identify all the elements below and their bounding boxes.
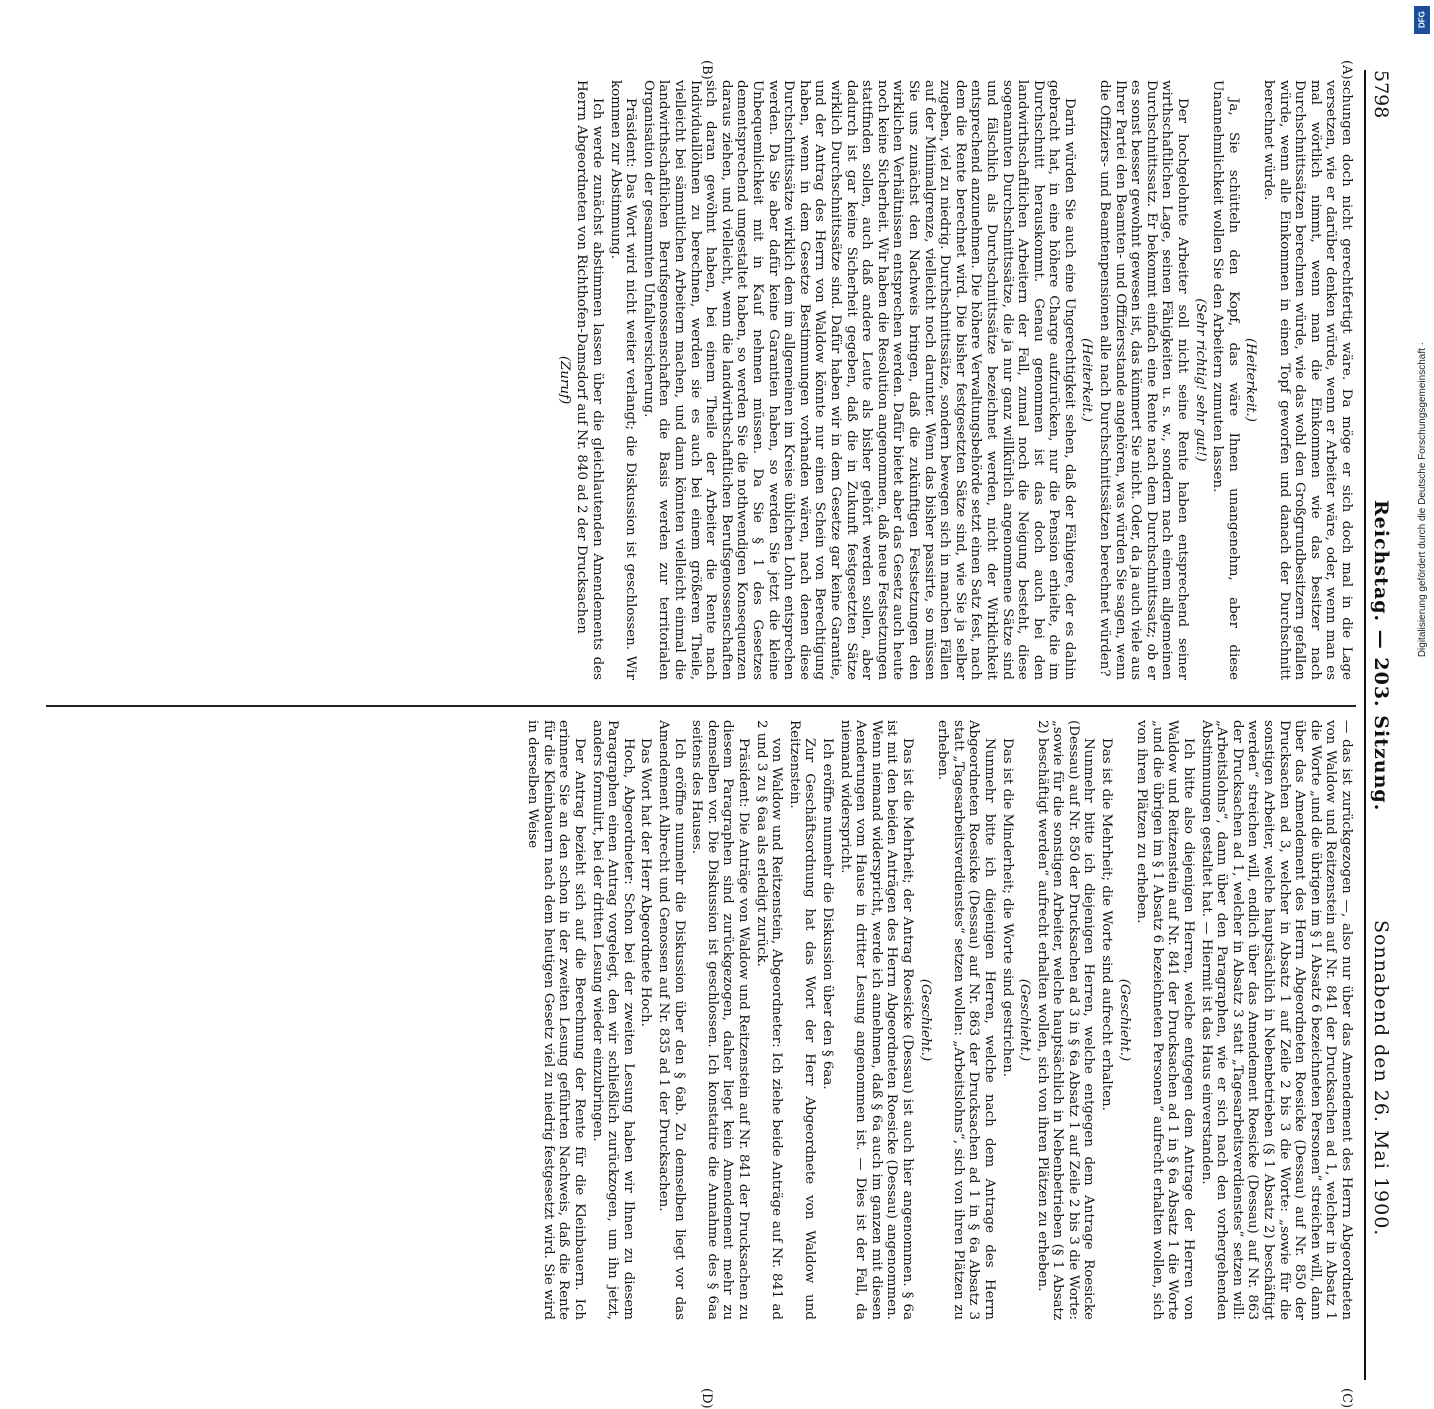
paragraph: Ich eröffne nunmehr die Diskussion über den § 6aa. (820, 738, 835, 1090)
margin-marker-a: (A) (1339, 60, 1354, 80)
paragraph: Ich bitte also diejenigen Herren, welche entgegen dem Antrage der Herren von Waldow und Reitzenstein auf Nr. 841 der Drucksachen ad 1 in § 6a Absatz 1 die Worte „und die übrigen im § 1 Absatz 6 bezeichneten Personen“ aufrecht erhalten wollen, sich von ihren Plätzen zu erheben. (1134, 720, 1197, 1320)
column-divider (46, 705, 1356, 707)
session-date: Sonnabend den 26. Mai 1900. (1370, 920, 1392, 1237)
attribution-sidebar (1410, 0, 1434, 1000)
paragraph: Das ist die Minderheit; die Worte sind gestrichen. (999, 738, 1015, 1078)
funding-attribution: Digitalisierung gefördert durch die Deutsche Forschungsgemeinschaft · (1416, 342, 1428, 658)
paragraph: Der hochgelohnte Arbeiter soll nicht seine Rente haben entsprechend seiner wirthschaftlichen Lage, seinen Fähigkeiten u. s. w., sondern nach einem allgemeinen Durchschnittssatz. Er bekommt einfach eine Rente nach dem Durchschnittssatz; ob er es sonst besser gewohnt gewesen ist, das kümmert Sie nicht. Oder, da ja auch viele aus Ihrer Partei den Beamten- und Offiziersstande angehören, was würden Sie sagen, wenn die Offiziers- und Beamtenpensionen alle nach Durchschnittssätzen berechnet würden? (1097, 80, 1191, 680)
paragraph: Ich eröffne nunmehr die Diskussion über den § 6ab. Zu demselben liegt vor das Amendement Albrecht und Genossen auf Nr. 835 ad 1 der Drucksachen. (656, 720, 687, 1320)
paragraph: Präsident: Das Wort wird nicht weiter verlangt; die Diskussion ist geschlossen. Wir kommen zur Abstimmung. (607, 80, 639, 680)
paragraph: Darin würden Sie auch eine Ungerechtigkeit sehen, daß der Fähigere, der es dahin gebracht hat, in eine höhere Charge aufzurücken, nur die Pension erhielte, die im Durchschnitt herauskommt. Genau genommen ist das doch auch bei den landwirthschaftlichen Arbeitern der Fall, zumal noch die Neigung besteht, diese sogenannten Durchschnittssätze, die ja nur ganz willkürlich angenommene Sätze sind und fälschlich als Durchschnittssätze bezeichnet werden, nicht der Wirklichkeit entsprechend anzunehmen. Die höhere Verwaltungsbehörde setzt einen Satz fest, nach dem die Rente berechnet wird. Die bisher festgesetzten Sätze sind, wie Sie ja selber zugeben, viel zu niedrig. Durchschnittssätze, sondern bewegen sich in manchen Fällen auf der Minimalgrenze, vielleicht noch darunter. Wenn das bisher passirte, so müssen Sie uns zunächst den Nachweis bringen, daß die zukünftigen Festsetzungen den wirklichen Verhältnissen entsprechen werden. Dafür bietet aber das Gesetz auch heute noch keine Sicherheit. Wir haben die Resolution angenommen, daß neue Festsetzungen stattfinden sollen, auch daß andere Leute als bisher gehört werden sollen, aber dadurch ist gar keine Sicherheit gegeben, daß die in Zukunft festgesetzten Sätze wirklich Durchschnittssätze sind. Dafür haben wir in dem Gesetze gar keine Garantie, und der Antrag des Herrn von Waldow könnte nur einen Schein von Berechtigung haben, wenn in dem Gesetze Bestimmungen vorhanden wären, nach denen diese Durchschnittssätze wirklich dem im allgemeinen im Kreise üblichen Lohn entsprechen werden. Da Sie aber dafür keine Garantien haben, so werden Sie jetzt die kleine Unbequemlichkeit mit in Kauf nehmen müssen. Da Sie § 1 des Gesetzes dementsprechend umgestaltet haben, so werden Sie die nothwendigen Konsequenzen daraus ziehen, und vielleicht, wenn die landwirthschaftlichen Berufsgenossenschaften sich daran gewöhnt haben, bei einem Theile der Arbeiter die Rente nach Individuallöhnen zu berechnen, werden sie es auch bei einem größeren Theile, vielleicht bei sämmtlichen Arbeitern machen, und dann könnten vielleicht einmal die landwirthschaftlichen Berufsgenossenschaften die Basis werden zur territorialen Organisation der gesammten Unfallversicherung. (640, 80, 1077, 680)
margin-marker-b: (B) (699, 60, 714, 80)
page-header (1364, 70, 1396, 1380)
paragraph: Nunmehr bitte ich diejenigen Herren, welche nach dem Antrage des Herrn Abgeordneten Roesicke (Dessau) auf Nr. 863 der Drucksachen ad 1 in § 6a Absatz 3 statt „Tagesarbeitsverdienstes“ setzen wollen: „Arbeitslohns“, sich von ihren Plätzen zu erheben. (935, 720, 997, 1320)
margin-marker-d: (D) (699, 1388, 714, 1409)
paragraph: Ja, Sie schütteln den Kopf, das wäre Ihnen unangenehm, aber diese Unannehmlichkeit wollen Sie den Arbeitern zumuten lassen. (1210, 80, 1241, 680)
interjection: (Heiterkeit.) (1243, 338, 1259, 422)
paragraph: Der Antrag bezieht sich auf die Berechnung der Rente für die Kleinbauern. Ich erinnere Sie an den schon in der zweiten Lesung geführten Nachweis, daß die Rente für die Kleinbauern nach dem heutigen Gesetz viel zu niedrig festgesetzt wird. Sie wird in derselben Weise (525, 720, 588, 1320)
paragraph: schungen doch nicht gerechtfertigt wäre. Da möge er sich doch mal in die Lage versetzen, wie er darüber denken würde, wenn er Arbeiter wäre, oder, wenn man es mal wörtlich nimmt, wenn man die Einkommen wie das besitzer nach Durchschnittssätzen berechnen würde, wie das wohl den Großgrundbesitzern gefallen würde, wenn alle Einkommen in einen Topf geworfen und danach der Durchschnitt berechnet würde. (1261, 80, 1354, 680)
session-title: Reichstag. — 203. Sitzung. (1370, 500, 1392, 812)
paragraph: Das Wort hat der Herr Abgeordnete Hoch. (638, 738, 654, 1027)
paragraph: Das ist die Mehrheit; der Antrag Roesicke (Dessau) ist auch hier angenommen. § 6a ist mit den beiden Anträgen des Herrn Abgeordneten Roesicke (Dessau) angenommen. Wenn niemand widerspricht, werde ich annehmen, daß § 6a auch im ganzen mit diesen Aenderungen vom Hause in dritter Lesung angenommen ist. — Dies ist der Fall, da niemand widerspricht. (837, 720, 915, 1320)
interjection: (Zuruf) (556, 355, 572, 405)
paragraph: Ich werde zunächst abstimmen lassen über die gleichlautenden Amendements des Herrn Abgeordneten von Richthofen-Damsdorf auf Nr. 840 ad 2 der Drucksachen (574, 80, 606, 680)
interjection: (Geschieht.) (1116, 978, 1132, 1062)
page-number: 5798 (1370, 70, 1392, 119)
paragraph: Hoch, Abgeordneter: Schon bei der zweiten Lesung haben wir Ihnen zu diesem Paragraphen einen Antrag vorgelegt, den wir schließlich zurückzogen, um ihn jetzt, anders formulirt, bei der dritten Lesung wieder einzubringen. (589, 720, 636, 1320)
interjection: (Geschieht.) (1017, 978, 1033, 1062)
paragraph: von Waldow und Reitzenstein, Abgeordneter: Ich ziehe beide Anträge auf Nr. 841 ad 2 und 3 zu § 6aa als erledigt zurück. (753, 720, 785, 1320)
paragraph: — das ist zurückgezogen —, also nur über das Amendement des Herrn Abgeordneten von Waldow und Reitzenstein auf Nr. 841 der Drucksachen ad 1, welcher in Absatz 1 die Worte „und die übrigen im § 1 Absatz 6 bezeichneten Personen“ streichen will, dann über das Amendement des Herrn Abgeordneten Roesicke (Dessau) auf Nr. 850 der Drucksachen ad 3, welcher in Absatz 1 auf Zeile 2 bis 3 die Worte: „sowie für die sonstigen Arbeiter, welche hauptsächlich in Nebenbetrieben (§ 1 Absatz 2) beschäftigt werden“ streichen will, endlich über das Amendement Roesicke (Dessau) auf Nr. 863 der Drucksachen ad 1, welcher in Absatz 3 statt „Tagesarbeitsverdienstes“ setzen will: „Arbeitslohns“, dann über den Paragraphen, wie er sich nach den vorhergehenden Abstimmungen gestaltet hat. — Hiermit ist das Haus einverstanden. (1198, 720, 1354, 1320)
paragraph: Präsident: Die Anträge von Waldow und Reitzenstein auf Nr. 841 der Drucksachen zu diesem Paragraphen sind zurückgezogen, daher liegt kein Amendement mehr zu demselben vor. Die Diskussion ist geschlossen. Ich konstatire die Annahme des § 6aa seitens des Hauses. (689, 720, 752, 1320)
paragraph: Zur Geschäftsordnung hat das Wort der Herr Abgeordnete von Waldow und Reitzenstein. (786, 720, 818, 1320)
margin-marker-c: (C) (1339, 1388, 1354, 1409)
dfg-logo: DFG (1414, 6, 1430, 34)
interjection: (Sehr richtig! sehr gut!) (1192, 298, 1208, 462)
right-column (54, 720, 1354, 1320)
interjection: (Heiterkeit.) (1079, 338, 1095, 422)
interjection: (Geschieht.) (917, 978, 933, 1062)
left-column (54, 80, 1354, 680)
paragraph: Das ist die Mehrheit; die Worte sind aufrecht erhalten. (1099, 738, 1115, 1111)
paragraph: Nunmehr bitte ich diejenigen Herren, welche entgegen dem Antrage Roesicke (Dessau) auf Nr. 850 der Drucksachen ad 3 in § 6a Absatz 1 auf Zeile 2 bis 3 die Worte: „sowie für die sonstigen Arbeiter, welche hauptsächlich in Nebenbetrieben (§ 1 Absatz 2) beschäftigt werden“ aufrecht erhalten wollen, sich von ihren Plätzen zu erheben. (1034, 720, 1097, 1320)
